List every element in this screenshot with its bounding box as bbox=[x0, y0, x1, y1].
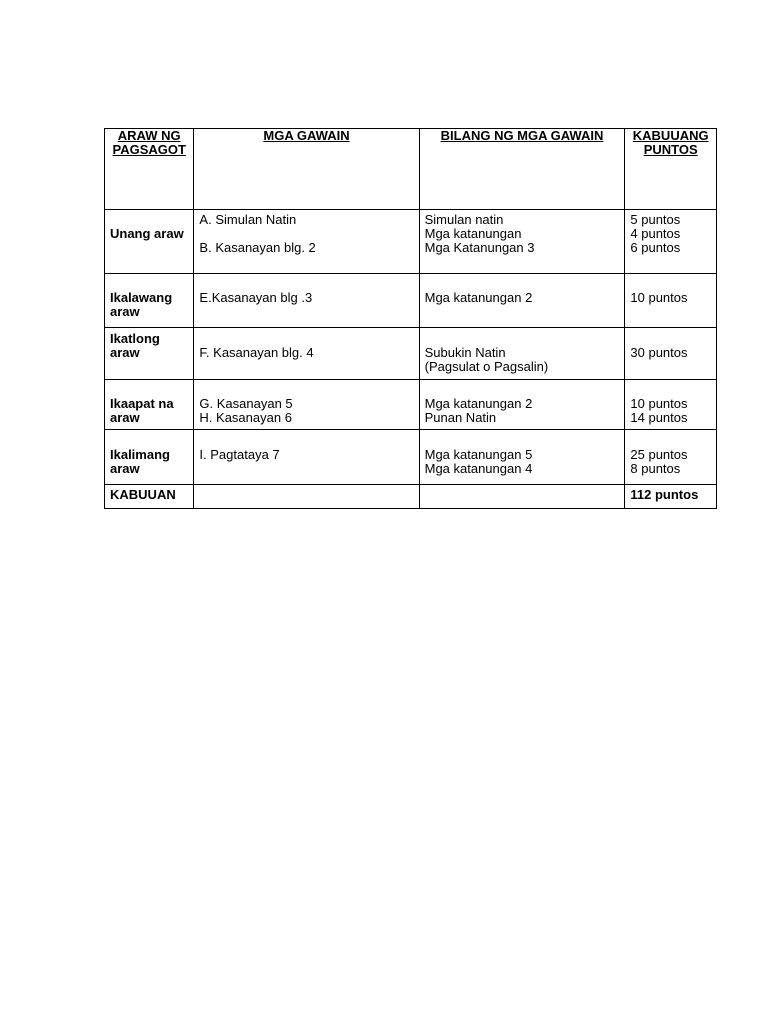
activities-cell bbox=[194, 210, 419, 274]
count-item: Mga katanungan 2 bbox=[424, 290, 533, 305]
points-cell bbox=[625, 380, 717, 430]
count-cell bbox=[419, 328, 625, 380]
points-cell bbox=[625, 430, 717, 485]
total-empty-cell bbox=[194, 485, 419, 509]
header-points-line: KABUUANG bbox=[632, 128, 709, 143]
day-label: Ikaapat na bbox=[110, 396, 174, 411]
header-points-line: PUNTOS bbox=[643, 142, 698, 157]
count-item: Simulan natin bbox=[424, 212, 504, 227]
day-label: araw bbox=[110, 345, 140, 360]
day-label: Ikatlong bbox=[110, 331, 160, 346]
header-activities: MGA GAWAIN bbox=[194, 129, 419, 210]
activities-cell bbox=[194, 430, 419, 485]
activities-cell bbox=[194, 328, 419, 380]
day-cell bbox=[105, 328, 194, 380]
count-item: Mga Katanungan 3 bbox=[424, 240, 535, 255]
count-cell bbox=[419, 210, 625, 274]
header-points bbox=[625, 129, 717, 210]
points-cell bbox=[625, 274, 717, 328]
activity-item: A. Simulan Natin bbox=[199, 212, 297, 227]
activity-item: F. Kasanayan blg. 4 bbox=[199, 345, 314, 360]
count-item: Punan Natin bbox=[424, 410, 497, 425]
activity-item: G. Kasanayan 5 bbox=[199, 396, 293, 411]
table-row bbox=[105, 210, 717, 274]
table-row bbox=[105, 274, 717, 328]
schedule-table bbox=[104, 128, 717, 509]
points-cell bbox=[625, 328, 717, 380]
day-label: araw bbox=[110, 304, 140, 319]
points-item: 8 puntos bbox=[630, 461, 681, 476]
points-cell bbox=[625, 210, 717, 274]
count-cell bbox=[419, 274, 625, 328]
day-cell bbox=[105, 210, 194, 274]
points-item: 4 puntos bbox=[630, 226, 681, 241]
points-item: 5 puntos bbox=[630, 212, 681, 227]
points-item: 10 puntos bbox=[630, 396, 688, 411]
activities-cell bbox=[194, 274, 419, 328]
day-cell bbox=[105, 380, 194, 430]
points-item: 30 puntos bbox=[630, 345, 688, 360]
activity-item: B. Kasanayan blg. 2 bbox=[199, 240, 316, 255]
activity-item: E.Kasanayan blg .3 bbox=[199, 290, 313, 305]
count-item: Subukin Natin bbox=[424, 345, 506, 360]
count-item: Mga katanungan 2 bbox=[424, 396, 533, 411]
header-count: BILANG NG MGA GAWAIN bbox=[419, 129, 625, 210]
count-item: (Pagsulat o Pagsalin) bbox=[424, 359, 549, 374]
day-label: araw bbox=[110, 461, 140, 476]
table-row bbox=[105, 380, 717, 430]
total-row bbox=[105, 485, 717, 509]
count-cell bbox=[419, 380, 625, 430]
count-item: Mga katanungan bbox=[424, 226, 522, 241]
header-day bbox=[105, 129, 194, 210]
day-label: Unang araw bbox=[110, 226, 184, 241]
header-day-line: PAGSAGOT bbox=[112, 142, 186, 157]
count-item: Mga katanungan 5 bbox=[424, 447, 533, 462]
table-row bbox=[105, 430, 717, 485]
points-item: 6 puntos bbox=[630, 240, 681, 255]
total-label: KABUUAN bbox=[105, 485, 194, 509]
table-row bbox=[105, 328, 717, 380]
total-empty-cell bbox=[419, 485, 625, 509]
activity-item: I. Pagtataya 7 bbox=[199, 447, 280, 462]
count-cell bbox=[419, 430, 625, 485]
day-label: Ikalawang bbox=[110, 290, 173, 305]
header-row bbox=[105, 129, 717, 210]
points-item: 10 puntos bbox=[630, 290, 688, 305]
day-label: Ikalimang bbox=[110, 447, 170, 462]
total-points: 112 puntos bbox=[625, 485, 717, 509]
day-cell bbox=[105, 430, 194, 485]
activities-cell bbox=[194, 380, 419, 430]
day-cell bbox=[105, 274, 194, 328]
day-label: araw bbox=[110, 410, 140, 425]
points-item: 14 puntos bbox=[630, 410, 688, 425]
activity-item: H. Kasanayan 6 bbox=[199, 410, 292, 425]
count-item: Mga katanungan 4 bbox=[424, 461, 533, 476]
header-day-line: ARAW NG bbox=[117, 128, 181, 143]
points-item: 25 puntos bbox=[630, 447, 688, 462]
